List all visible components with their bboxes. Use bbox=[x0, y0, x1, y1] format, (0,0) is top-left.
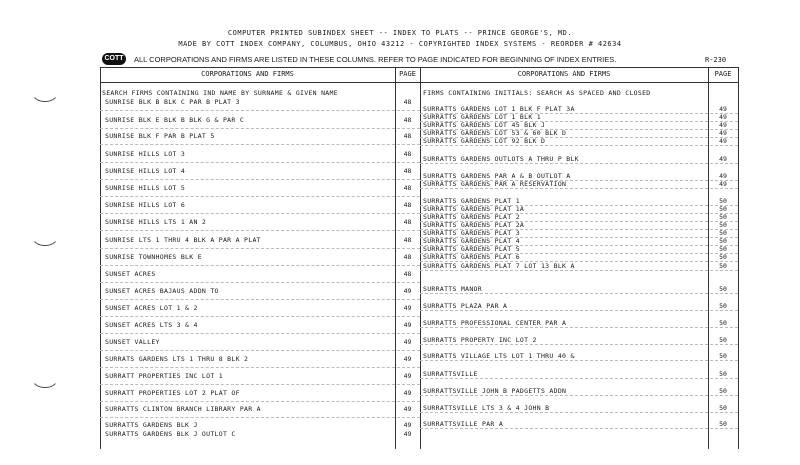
left-entry-name: SURRATTS GARDENS BLK J bbox=[105, 421, 198, 429]
right-subheading: FIRMS CONTAINING INITIALS: SEARCH AS SPACED AND CLOSED bbox=[423, 89, 651, 97]
right-entry-page: 49 bbox=[719, 129, 727, 137]
row-rule bbox=[100, 333, 420, 334]
left-entry-page: 48 bbox=[403, 132, 412, 140]
publisher-line: MADE BY COTT INDEX COMPANY, COLUMBUS, OHIO 43212 - COPYRIGHTED INDEX SYSTEMS - REORDER # 42634 bbox=[178, 40, 622, 48]
right-column-heading: CORPORATIONS AND FIRMS bbox=[517, 70, 611, 78]
punch-hole-mark bbox=[30, 86, 60, 102]
left-entry-name: SUNRISE BLK B BLK C PAR B PLAT 3 bbox=[105, 98, 240, 106]
row-rule bbox=[420, 378, 738, 379]
left-entry-name: SUNRISE HILLS LOT 5 bbox=[105, 184, 186, 192]
row-rule bbox=[420, 412, 738, 413]
right-entry-name: SURRATTS GARDENS PLAT 4 bbox=[423, 237, 520, 245]
right-entry-page: 50 bbox=[719, 221, 727, 229]
right-entry-page: 50 bbox=[719, 302, 727, 310]
right-entry-name: SURRATTSVILLE LTS 3 & 4 JOHN B bbox=[423, 404, 550, 412]
left-entry-name: SUNRISE TOWNHOMES BLK E bbox=[105, 253, 202, 261]
right-entry-name: SURRATTS GARDENS PLAT 2A bbox=[423, 221, 525, 229]
left-entry-name: SURRATTS CLINTON BRANCH LIBRARY PAR A bbox=[105, 405, 261, 413]
left-subheading: SEARCH FIRMS CONTAINING IND NAME BY SURNAME & GIVEN NAME bbox=[102, 89, 338, 97]
right-entry-page: 50 bbox=[719, 237, 727, 245]
left-entry-name: SUNSET ACRES LOT 1 & 2 bbox=[105, 304, 198, 312]
right-entry-name: SURRATTS GARDENS LOT 45 BLK J bbox=[423, 121, 546, 129]
right-entry-page: 49 bbox=[719, 113, 727, 121]
left-entry-name: SURRATS GARDENS LTS 1 THRU 8 BLK 2 bbox=[105, 355, 249, 363]
right-entry-name: SURRATTS VILLAGE LTS LOT 1 THRU 40 & bbox=[423, 352, 575, 360]
row-rule bbox=[420, 293, 738, 294]
left-entry-name: SUNRISE HILLS LTS 1 AN 2 bbox=[105, 218, 207, 226]
left-entry-name: SUNSET ACRES LTS 3 & 4 bbox=[105, 321, 198, 329]
right-entry-page: 49 bbox=[719, 121, 727, 129]
right-entry-name: SURRATTS GARDENS OUTLOTS A THRU P BLK bbox=[423, 155, 579, 163]
right-entry-name: SURRATTS GARDENS PAR A & B OUTLOT A bbox=[423, 172, 571, 180]
row-rule bbox=[100, 248, 420, 249]
right-entry-page: 50 bbox=[719, 370, 727, 378]
right-entry-name: SURRATTSVILLE bbox=[423, 370, 478, 378]
left-entry-page: 49 bbox=[403, 304, 412, 312]
left-entry-page: 48 bbox=[403, 270, 412, 278]
left-entry-page: 48 bbox=[403, 98, 412, 106]
right-border bbox=[738, 67, 739, 449]
right-entry-page: 50 bbox=[719, 262, 727, 270]
right-entry-page: 49 bbox=[719, 105, 727, 113]
table-top-border bbox=[100, 67, 738, 68]
left-entry-page: 49 bbox=[403, 430, 412, 438]
row-rule bbox=[100, 417, 420, 418]
right-page-heading: PAGE bbox=[714, 70, 732, 78]
left-entry-name: SUNRISE BLK F PAR B PLAT 5 bbox=[105, 132, 215, 140]
sheet-number: R-230 bbox=[705, 56, 727, 64]
row-rule bbox=[420, 428, 738, 429]
left-entry-page: 49 bbox=[403, 421, 412, 429]
row-rule bbox=[100, 162, 420, 163]
row-rule bbox=[100, 144, 420, 145]
left-entry-name: SUNSET ACRES BAJAUS ADDN TO bbox=[105, 287, 219, 295]
right-entry-page: 50 bbox=[719, 319, 727, 327]
left-entry-name: SURRATT PROPERTIES INC LOT 1 bbox=[105, 372, 223, 380]
left-entry-page: 49 bbox=[403, 321, 412, 329]
punch-hole-mark bbox=[30, 230, 60, 246]
table-header-border bbox=[100, 82, 738, 83]
left-column-heading: CORPORATIONS AND FIRMS bbox=[201, 70, 294, 78]
row-rule bbox=[100, 179, 420, 180]
row-rule bbox=[100, 384, 420, 385]
left-entry-page: 48 bbox=[403, 218, 412, 226]
row-rule bbox=[420, 395, 738, 396]
right-entry-name: SURRATTS GARDENS PLAT 5 bbox=[423, 245, 520, 253]
right-entry-page: 50 bbox=[719, 352, 727, 360]
left-entry-name: SUNRISE BLK E BLK B BLK G & PAR C bbox=[105, 116, 245, 124]
row-rule bbox=[100, 350, 420, 351]
right-entry-name: SURRATTS GARDENS PLAT 7 LOT 13 BLK A bbox=[423, 262, 575, 270]
right-entry-page: 50 bbox=[719, 420, 727, 428]
right-entry-name: SURRATTS GARDENS LOT 53 & 60 BLK D bbox=[423, 129, 567, 137]
row-rule bbox=[420, 188, 738, 189]
left-entry-page: 48 bbox=[403, 167, 412, 175]
row-rule bbox=[100, 213, 420, 214]
row-rule bbox=[420, 344, 738, 345]
right-entry-page: 50 bbox=[719, 285, 727, 293]
left-page-heading: PAGE bbox=[399, 70, 416, 78]
right-entry-name: SURRATTSVILLE JOHN B PADGETTS ADDN bbox=[423, 387, 567, 395]
right-entry-name: SURRATTS GARDENS PLAT 2 bbox=[423, 213, 520, 221]
right-entry-name: SURRATTS GARDENS PLAT 3 bbox=[423, 229, 520, 237]
right-entry-page: 50 bbox=[719, 253, 727, 261]
right-entry-name: SURRATTS PLAZA PAR A bbox=[423, 302, 508, 310]
row-rule bbox=[100, 401, 420, 402]
left-entry-page: 49 bbox=[403, 389, 412, 397]
right-entry-name: SURRATTS GARDENS PAR A RESERVATION bbox=[423, 180, 567, 188]
row-rule bbox=[420, 327, 738, 328]
row-rule bbox=[100, 282, 420, 283]
right-entry-name: SURRATTS GARDENS PLAT 1A bbox=[423, 205, 525, 213]
right-entry-name: SURRATTS GARDENS PLAT 1 bbox=[423, 197, 520, 205]
right-entry-name: SURRATTS MANOR bbox=[423, 285, 482, 293]
left-entry-page: 49 bbox=[403, 287, 412, 295]
left-entry-name: SUNRISE HILLS LOT 3 bbox=[105, 150, 186, 158]
right-entry-page: 50 bbox=[719, 213, 727, 221]
left-entry-name: SURRATTS GARDENS BLK J OUTLOT C bbox=[105, 430, 236, 438]
row-rule bbox=[420, 163, 738, 164]
right-entry-name: SURRATTS GARDENS LOT 1 BLK F PLAT 3A bbox=[423, 105, 575, 113]
row-rule bbox=[420, 360, 738, 361]
cott-logo: COTT bbox=[102, 53, 126, 65]
row-rule bbox=[420, 270, 738, 271]
right-entry-name: SURRATTS PROPERTY INC LOT 2 bbox=[423, 336, 537, 344]
left-entry-page: 48 bbox=[403, 253, 412, 261]
right-entry-page: 49 bbox=[719, 172, 727, 180]
left-entry-name: SUNRISE HILLS LOT 4 bbox=[105, 167, 186, 175]
left-entry-page: 48 bbox=[403, 201, 412, 209]
instructions-notice bbox=[102, 53, 702, 65]
right-entry-name: SURRATTS GARDENS PLAT 6 bbox=[423, 253, 520, 261]
right-entry-page: 50 bbox=[719, 229, 727, 237]
right-entry-page: 50 bbox=[719, 205, 727, 213]
right-entry-page: 49 bbox=[719, 180, 727, 188]
right-entry-name: SURRATTS GARDENS LOT 1 BLK 1 bbox=[423, 113, 541, 121]
row-rule bbox=[420, 145, 738, 146]
right-entry-page: 50 bbox=[719, 245, 727, 253]
row-rule bbox=[100, 196, 420, 197]
left-entry-page: 49 bbox=[403, 338, 412, 346]
right-entry-page: 49 bbox=[719, 155, 727, 163]
left-entry-name: SUNRISE LTS 1 THRU 4 BLK A PAR A PLAT bbox=[105, 236, 261, 244]
left-entry-page: 48 bbox=[403, 116, 412, 124]
left-entry-page: 48 bbox=[403, 236, 412, 244]
left-entry-name: SUNSET ACRES bbox=[105, 270, 156, 278]
center-divider bbox=[420, 67, 421, 449]
row-rule bbox=[100, 367, 420, 368]
right-entry-name: SURRATTS GARDENS LOT 92 BLK D bbox=[423, 137, 546, 145]
left-entry-name: SUNSET VALLEY bbox=[105, 338, 160, 346]
right-entry-name: SURRATTS PROFESSIONAL CENTER PAR A bbox=[423, 319, 567, 327]
sheet-title: COMPUTER PRINTED SUBINDEX SHEET -- INDEX TO PLATS -- PRINCE GEORGE'S, MD. bbox=[227, 29, 573, 37]
row-rule bbox=[420, 310, 738, 311]
row-rule bbox=[100, 110, 420, 111]
left-entry-page: 49 bbox=[403, 355, 412, 363]
row-rule bbox=[100, 316, 420, 317]
right-entry-name: SURRATTSVILLE PAR A bbox=[423, 420, 504, 428]
row-rule bbox=[100, 299, 420, 300]
notice-text: ALL CORPORATIONS AND FIRMS ARE LISTED IN THESE COLUMNS. REFER TO PAGE INDICATED FOR BEGINNING OF INDEX ENTRIES. bbox=[134, 54, 617, 64]
left-entry-page: 48 bbox=[403, 184, 412, 192]
left-entry-page: 48 bbox=[403, 150, 412, 158]
right-entry-page: 50 bbox=[719, 336, 727, 344]
left-entry-name: SURRATT PROPERTIES LOT 2 PLAT OF bbox=[105, 389, 240, 397]
row-rule bbox=[100, 265, 420, 266]
row-rule bbox=[100, 230, 420, 231]
right-entry-page: 49 bbox=[719, 137, 727, 145]
left-entry-page: 49 bbox=[403, 372, 412, 380]
right-entry-page: 50 bbox=[719, 197, 727, 205]
row-rule bbox=[100, 128, 420, 129]
right-entry-page: 50 bbox=[719, 387, 727, 395]
left-entry-page: 49 bbox=[403, 405, 412, 413]
right-entry-page: 50 bbox=[719, 404, 727, 412]
punch-hole-mark bbox=[30, 372, 60, 388]
left-border bbox=[100, 67, 101, 449]
left-entry-name: SUNRISE HILLS LOT 6 bbox=[105, 201, 186, 209]
